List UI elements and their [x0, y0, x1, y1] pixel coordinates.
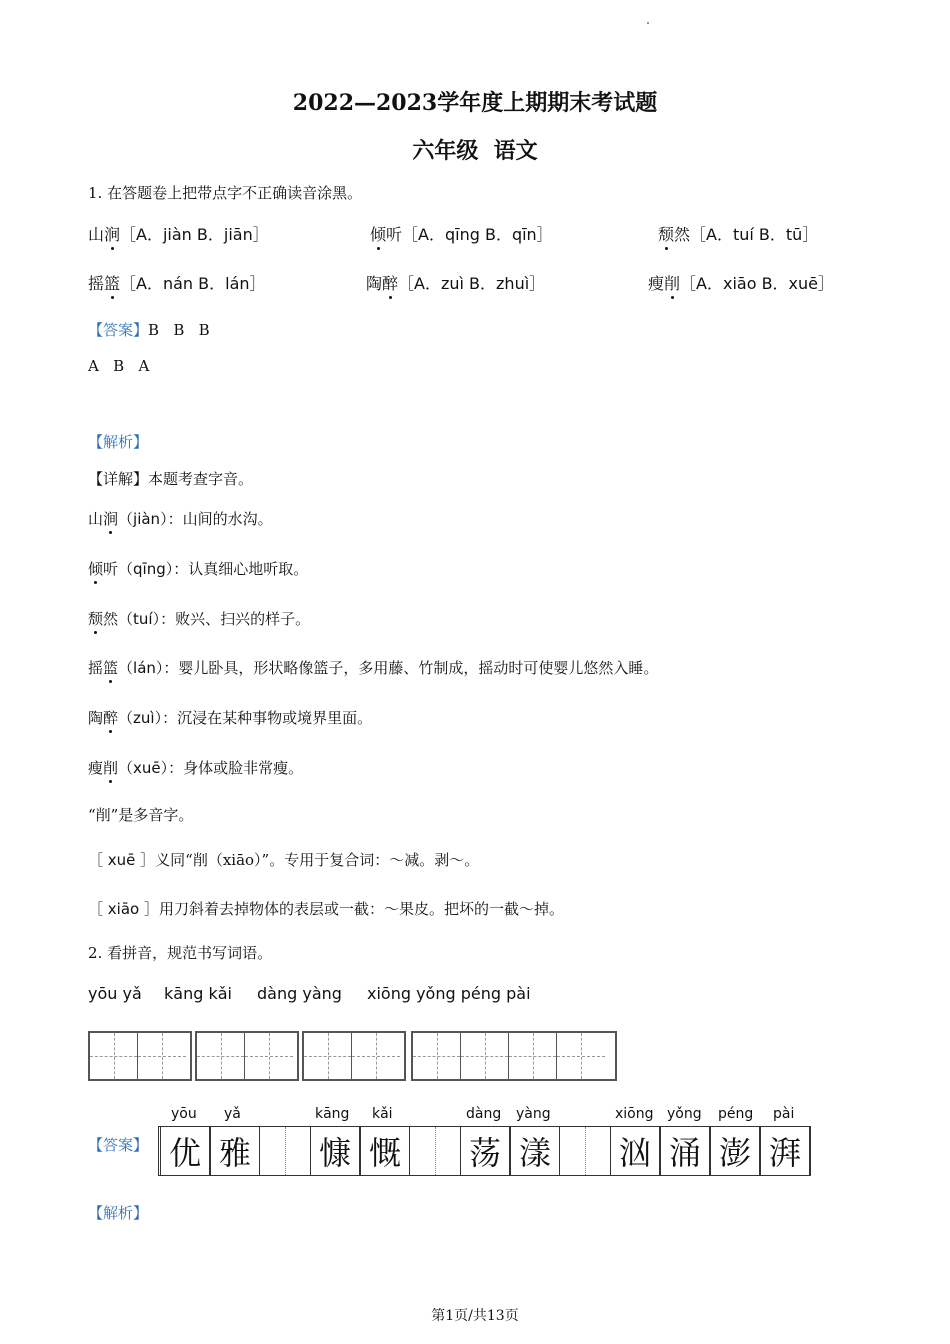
explanation-line: 颓然（tuí）：败兴、扫兴的样子。	[88, 610, 311, 628]
q1-item-yaolan: 摇篮［A．nán B．lán］	[88, 271, 266, 294]
q1-item-qingting: 倾听［A．qīng B．qīn］	[370, 222, 553, 245]
q1-item-shanjian: 山涧［A．jiàn B．jiān］	[88, 222, 269, 245]
q2-stem: 2. 看拼音，规范书写词语。	[88, 944, 273, 962]
answer-pinyin: yàng	[516, 1106, 551, 1122]
answer-char: 汹	[610, 1127, 660, 1175]
xue-note: ［ xuē ］义同“削（xiāo）”。专用于复合词：～减。剥～。	[88, 851, 480, 869]
explanation-line: 摇篮（lán）：婴儿卧具，形状略像篮子，多用藤、竹制成，摇动时可使婴儿悠然入睡。	[88, 659, 659, 677]
answer-char: 澎	[710, 1127, 760, 1175]
page-title: 2022—2023学年度上期期末考试题	[292, 90, 658, 116]
answer-pinyin: xiōng	[615, 1106, 654, 1122]
explanation-line: 瘦削（xuē）：身体或脸非常瘦。	[88, 759, 304, 777]
grid-cell	[352, 1033, 400, 1079]
answer-pinyin: dàng	[466, 1106, 502, 1122]
q1-item-shouxue: 瘦削［A．xiāo B．xuē］	[648, 271, 834, 294]
pinyin-prompt: xiōng yǒng péng pài	[367, 984, 531, 1003]
gap-divider	[585, 1127, 586, 1175]
answer-char: 慨	[360, 1127, 410, 1175]
answer-char: 涌	[660, 1127, 710, 1175]
q1-answer-line-2: A B A	[88, 357, 150, 375]
gap-divider	[285, 1127, 286, 1175]
grid-cell	[245, 1033, 293, 1079]
writing-grid-2	[195, 1031, 299, 1081]
grid-cell	[461, 1033, 509, 1079]
grid-cell	[90, 1033, 138, 1079]
grid-cell	[197, 1033, 245, 1079]
answer-char: 优	[160, 1127, 210, 1175]
pinyin-prompt: kāng kǎi	[164, 984, 232, 1003]
answer-pinyin: pài	[773, 1106, 795, 1122]
page-number: 第1页/共13页	[431, 1308, 519, 1324]
polyphone-note: “削”是多音字。	[88, 806, 194, 824]
explanation-line: 倾听（qīng）：认真细心地听取。	[88, 560, 309, 578]
grid-cell	[413, 1033, 461, 1079]
explanation-line: 山涧（jiàn）：山间的水沟。	[88, 510, 273, 528]
grid-cell	[509, 1033, 557, 1079]
gap-divider	[435, 1127, 436, 1175]
answer-char: 湃	[760, 1127, 810, 1175]
q1-detail: 【详解】本题考查字音。	[88, 470, 254, 488]
writing-grid-1	[88, 1031, 192, 1081]
answer-pinyin: yǎ	[224, 1106, 241, 1122]
writing-grid-3	[302, 1031, 406, 1081]
answer-char: 慷	[310, 1127, 360, 1175]
answer-pinyin: péng	[718, 1106, 754, 1122]
answer-char: 漾	[510, 1127, 560, 1175]
pinyin-prompt: yōu yǎ	[88, 984, 142, 1003]
grid-cell	[304, 1033, 352, 1079]
page-subtitle: 六年级 语文	[412, 138, 538, 164]
q1-answer	[88, 319, 210, 340]
q1-item-tuiran: 颓然［A．tuí B．tū］	[658, 222, 818, 245]
pinyin-prompt: dàng yàng	[257, 984, 342, 1003]
q2-analysis-label: 【解析】	[88, 1204, 149, 1222]
answer-line-1: B B B	[148, 321, 210, 339]
writing-grid-4	[411, 1031, 617, 1081]
answer-char: 雅	[210, 1127, 260, 1175]
q1-analysis-label: 【解析】	[88, 433, 149, 451]
answer-pinyin: yōu	[171, 1106, 197, 1122]
explanation-line: 陶醉（zuì）：沉浸在某种事物或境界里面。	[88, 709, 373, 727]
answer-char-row	[158, 1126, 811, 1176]
top-dot	[647, 22, 649, 24]
grid-cell	[138, 1033, 186, 1079]
answer-pinyin: kāng	[315, 1106, 350, 1122]
q2-answer-label: 【答案】	[88, 1136, 149, 1154]
q1-stem: 1. 在答题卷上把带点字不正确读音涂黑。	[88, 184, 363, 202]
answer-pinyin: yǒng	[667, 1106, 702, 1122]
xiao-note: ［ xiāo ］用刀斜着去掉物体的表层或一截：～果皮。把坏的一截～掉。	[88, 900, 564, 918]
q1-item-taozui: 陶醉［A．zuì B．zhuì］	[366, 271, 545, 294]
answer-char: 荡	[460, 1127, 510, 1175]
grid-cell	[557, 1033, 605, 1079]
answer-pinyin: kǎi	[372, 1106, 393, 1122]
answer-label: 【答案】	[88, 321, 149, 339]
